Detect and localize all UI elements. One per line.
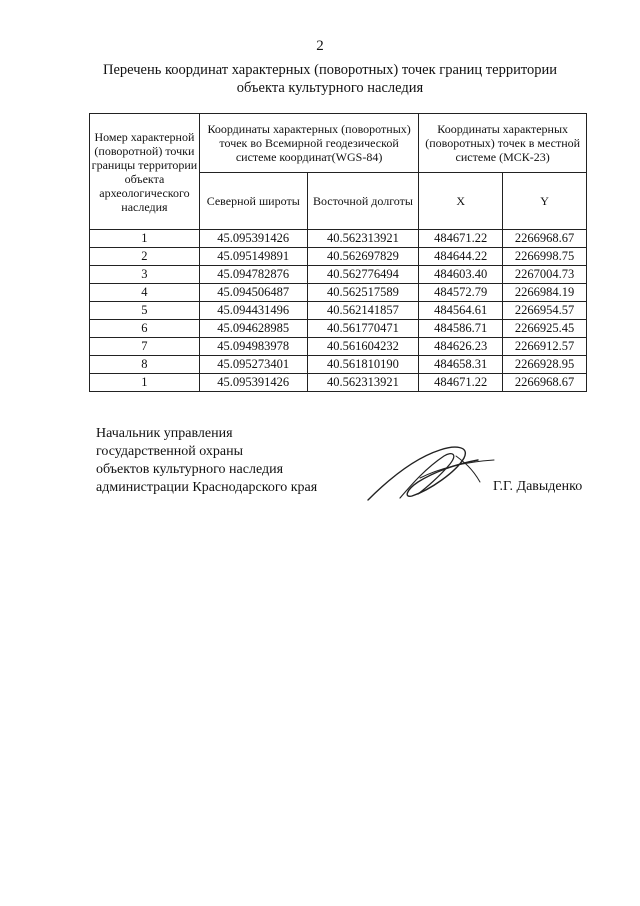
cell-latitude: 45.095273401 bbox=[199, 356, 307, 374]
cell-longitude: 40.562517589 bbox=[307, 284, 419, 302]
title-line-1: Перечень координат характерных (поворотных) точек границ территории bbox=[102, 62, 558, 78]
cell-latitude: 45.095149891 bbox=[199, 248, 307, 266]
cell-latitude: 45.094983978 bbox=[199, 338, 307, 356]
cell-x: 484671.22 bbox=[419, 230, 503, 248]
cell-y: 2266954.57 bbox=[503, 302, 587, 320]
cell-latitude: 45.095391426 bbox=[199, 230, 307, 248]
table-row bbox=[90, 230, 587, 248]
cell-longitude: 40.561604232 bbox=[307, 338, 419, 356]
header-y: Y bbox=[503, 173, 587, 230]
position-line-4: администрации Краснодарского края bbox=[96, 480, 318, 495]
coordinates-table bbox=[89, 113, 587, 392]
position-line-3: объектов культурного наследия bbox=[96, 462, 284, 477]
cell-longitude: 40.562141857 bbox=[307, 302, 419, 320]
cell-y: 2266912.57 bbox=[503, 338, 587, 356]
table-row bbox=[90, 356, 587, 374]
cell-longitude: 40.561810190 bbox=[307, 356, 419, 374]
position-line-1: Начальник управления bbox=[96, 426, 233, 441]
header-point-number: Номер характерной (поворотной) точки границы территории объекта археологического наследия bbox=[90, 114, 200, 230]
cell-point-number: 2 bbox=[90, 248, 200, 266]
cell-latitude: 45.094431496 bbox=[199, 302, 307, 320]
cell-y: 2266998.75 bbox=[503, 248, 587, 266]
cell-longitude: 40.562776494 bbox=[307, 266, 419, 284]
cell-point-number: 7 bbox=[90, 338, 200, 356]
title-line-2: объекта культурного наследия bbox=[236, 80, 424, 96]
cell-x: 484658.31 bbox=[419, 356, 503, 374]
cell-longitude: 40.562313921 bbox=[307, 230, 419, 248]
cell-x: 484626.23 bbox=[419, 338, 503, 356]
cell-x: 484671.22 bbox=[419, 374, 503, 392]
cell-y: 2267004.73 bbox=[503, 266, 587, 284]
cell-point-number: 5 bbox=[90, 302, 200, 320]
signatory-position bbox=[96, 425, 317, 497]
table-row bbox=[90, 374, 587, 392]
table-row bbox=[90, 320, 587, 338]
table-row bbox=[90, 338, 587, 356]
cell-point-number: 1 bbox=[90, 374, 200, 392]
cell-latitude: 45.094782876 bbox=[199, 266, 307, 284]
cell-longitude: 40.562313921 bbox=[307, 374, 419, 392]
document-title bbox=[60, 61, 600, 97]
cell-y: 2266928.95 bbox=[503, 356, 587, 374]
cell-x: 484644.22 bbox=[419, 248, 503, 266]
cell-x: 484603.40 bbox=[419, 266, 503, 284]
cell-y: 2266984.19 bbox=[503, 284, 587, 302]
cell-y: 2266968.67 bbox=[503, 374, 587, 392]
handwritten-signature bbox=[360, 438, 500, 508]
cell-latitude: 45.094506487 bbox=[199, 284, 307, 302]
cell-point-number: 6 bbox=[90, 320, 200, 338]
cell-latitude: 45.094628985 bbox=[199, 320, 307, 338]
cell-y: 2266968.67 bbox=[503, 230, 587, 248]
cell-point-number: 1 bbox=[90, 230, 200, 248]
header-wgs84-group: Координаты характерных (поворотных) точек во Всемирной геодезической системе координат(WGS-84) bbox=[199, 114, 418, 173]
cell-longitude: 40.562697829 bbox=[307, 248, 419, 266]
signatory-name: Г.Г. Давыденко bbox=[493, 479, 583, 494]
cell-point-number: 4 bbox=[90, 284, 200, 302]
table-row bbox=[90, 266, 587, 284]
header-longitude: Восточной долготы bbox=[307, 173, 419, 230]
cell-x: 484572.79 bbox=[419, 284, 503, 302]
cell-longitude: 40.561770471 bbox=[307, 320, 419, 338]
cell-x: 484564.61 bbox=[419, 302, 503, 320]
cell-x: 484586.71 bbox=[419, 320, 503, 338]
cell-point-number: 8 bbox=[90, 356, 200, 374]
cell-y: 2266925.45 bbox=[503, 320, 587, 338]
header-latitude: Северной широты bbox=[199, 173, 307, 230]
table-row bbox=[90, 284, 587, 302]
position-line-2: государственной охраны bbox=[96, 444, 244, 459]
table-row bbox=[90, 302, 587, 320]
header-x: X bbox=[419, 173, 503, 230]
page-number: 2 bbox=[316, 38, 324, 54]
header-msk23-group: Координаты характерных (поворотных) точек в местной системе (МСК-23) bbox=[419, 114, 587, 173]
cell-latitude: 45.095391426 bbox=[199, 374, 307, 392]
cell-point-number: 3 bbox=[90, 266, 200, 284]
table-row bbox=[90, 248, 587, 266]
